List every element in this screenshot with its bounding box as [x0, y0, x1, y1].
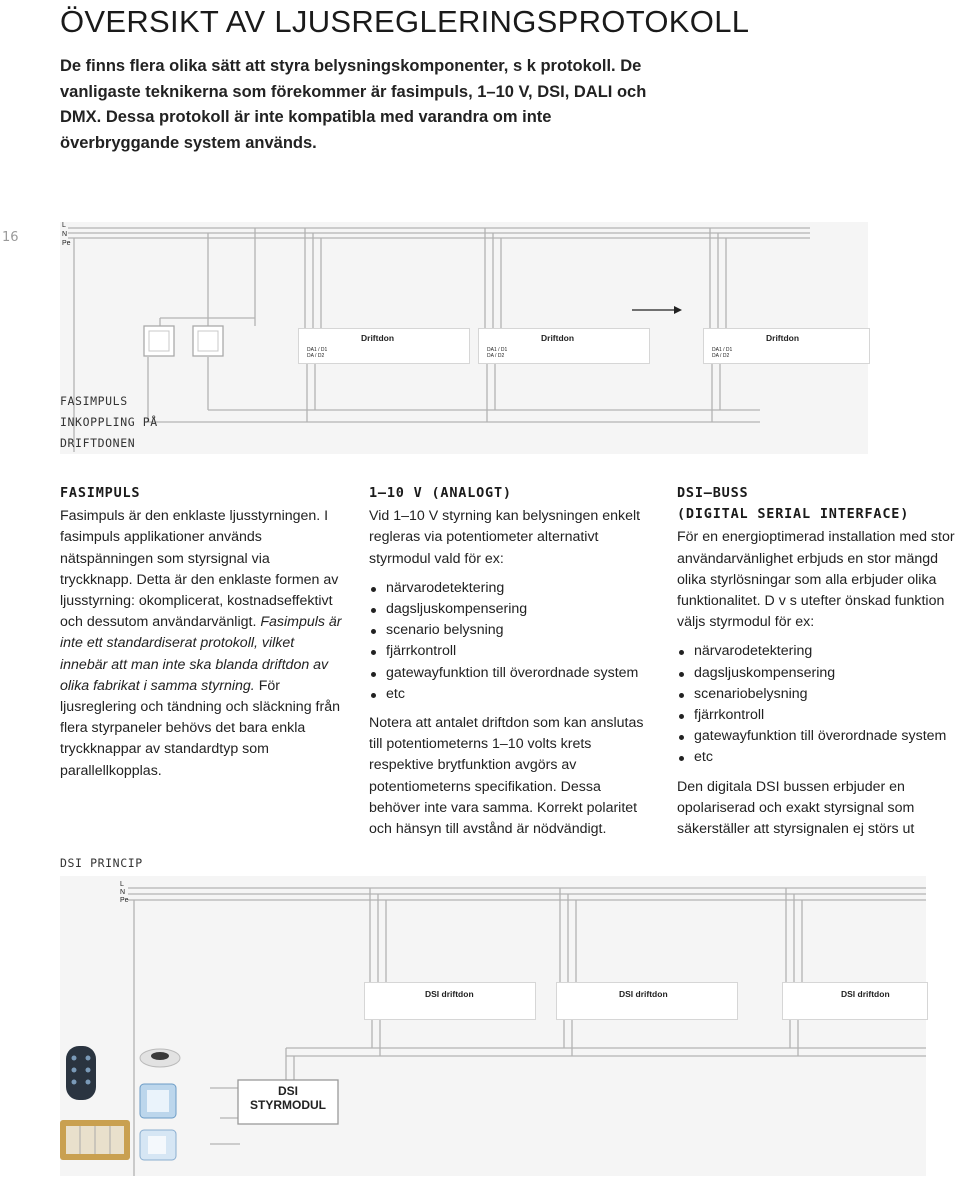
analog-intro: Vid 1–10 V styrning kan belysningen enkelt regleras via potentiometer alternativt styrmodul vald för ex:	[369, 508, 641, 567]
analog-bullet-list	[369, 578, 655, 705]
terminal-label: DA / D2	[307, 353, 325, 359]
driftdon-label: Driftdon	[361, 333, 395, 343]
dsi-driftdon-box-2	[556, 982, 738, 1020]
list-item: dagsljuskompensering	[369, 599, 655, 620]
heading-dsi-sub: (DIGITAL SERIAL INTERFACE)	[677, 506, 910, 523]
heading-analog: 1–10 V (ANALOGT)	[369, 485, 512, 501]
list-item: gatewayfunktion till överordnade system	[677, 726, 960, 747]
column-analog	[369, 483, 655, 840]
heading-fasimpuls: FASIMPULS	[60, 485, 141, 501]
list-item: närvarodetektering	[677, 641, 960, 662]
list-item: scenario belysning	[369, 620, 655, 641]
dsi-note: Den digitala DSI bussen erbjuder en opolariserad och exakt styrsignal som säkerställer att styrsignalen ej störs ut	[677, 778, 915, 838]
dsi-diagram	[60, 876, 926, 1176]
terminal-label: DA / D2	[712, 353, 730, 359]
list-item: fjärrkontroll	[677, 705, 960, 726]
dsi-intro: För en energioptimerad installation med stor användarvänlighet erbjuds en stor mängd olika styrlösningar som alla erbjuder olika funktionalitet. D v s utefter önskad funktion väljs styrmodul för ex:	[677, 529, 955, 631]
dsi-driftdon-label: DSI driftdon	[619, 989, 668, 999]
terminal-label: DA / D2	[487, 353, 505, 359]
list-item: närvarodetektering	[369, 578, 655, 599]
column-fasimpuls	[60, 483, 342, 782]
dsi-driftdon-box-1	[364, 982, 536, 1020]
driftdon-box-2	[478, 328, 650, 364]
fasimpuls-diagram	[60, 222, 868, 454]
wire-label-n: N	[62, 231, 68, 238]
dsi-wiring	[60, 876, 926, 1176]
wire-label-pe: Pe	[62, 240, 71, 247]
caption-line: FASIMPULS	[60, 394, 128, 408]
wire-label-pe: Pe	[120, 897, 129, 904]
caption-fasimpuls	[60, 391, 158, 454]
fasimpuls-text-end: För ljusreglering och tändning och släckning från flera styrpaneler behövs det bara enkla tryckknappar av standardtyp som parallellkopplas.	[60, 677, 340, 779]
wire-label-n: N	[120, 889, 126, 896]
terminal-label: DA1 / D1	[712, 347, 733, 353]
fasimpuls-italic-text: Fasimpuls är inte ett standardiserat protokoll, vilket innebär att man inte ska blanda driftdon av olika fabrikat i samma styrning.	[60, 614, 342, 694]
list-item: scenariobelysning	[677, 684, 960, 705]
page-number: 16	[2, 230, 19, 245]
dsi-bullet-list	[677, 641, 960, 768]
driftdon-label: Driftdon	[541, 333, 575, 343]
list-item: gatewayfunktion till överordnade system	[369, 663, 655, 684]
terminal-label: DA1 / D1	[487, 347, 508, 353]
wire-label-l: L	[120, 881, 124, 888]
list-item: fjärrkontroll	[369, 641, 655, 662]
list-item: etc	[369, 684, 655, 705]
intro-paragraph: De finns flera olika sätt att styra belysningskomponenter, s k protokoll. De vanligaste teknikerna som förekommer är fasimpuls, 1–10 V, DSI, DALI och DMX. Dessa protokoll är inte kompatibla med varandra om inte överbryggande system används.	[60, 57, 647, 152]
driftdon-box-3	[703, 328, 870, 364]
list-item: dagsljuskompensering	[677, 663, 960, 684]
dsi-styrmodul-label	[238, 1084, 338, 1112]
caption-dsi-princip: DSI PRINCIP	[60, 856, 143, 870]
driftdon-label: Driftdon	[766, 333, 800, 343]
wire-label-l: L	[62, 222, 66, 229]
dsi-driftdon-box-3	[782, 982, 928, 1020]
list-item: etc	[677, 747, 960, 768]
module-line-1: DSI	[277, 1084, 298, 1098]
module-line-2: STYRMODUL	[250, 1098, 326, 1112]
fasimpuls-paragraph	[60, 506, 342, 782]
dsi-driftdon-label: DSI driftdon	[841, 989, 890, 999]
heading-dsi: DSI–BUSS	[677, 485, 749, 501]
terminal-label: DA1 / D1	[307, 347, 328, 353]
analog-note: Notera att antalet driftdon som kan anslutas till potentiometerns 1–10 volts krets respektive brytfunktion avgörs av potentiometerns specifikation. Dessa behöver inte vara samma. Korrekt polaritet och hänsyn till avstånd är nödvändigt.	[369, 715, 644, 838]
fasimpuls-text: Fasimpuls är den enklaste ljusstyrningen. I fasimpuls applikationer används nätspänningen som styrsignal via tryckknapp. Detta är den enklaste formen av ljusstyrning: okomplicerat, kostnadseffektivt och dessutom användarvänligt.	[60, 508, 339, 631]
caption-line: DRIFTDONEN	[60, 436, 136, 450]
column-dsi	[677, 483, 960, 840]
dsi-driftdon-label: DSI driftdon	[425, 989, 474, 999]
page-title: ÖVERSIKT AV LJUSREGLERINGSPROTOKOLL	[60, 4, 750, 39]
remote-control-icon	[66, 1046, 96, 1100]
driftdon-box-1	[298, 328, 470, 364]
caption-line: INKOPPLING PÅ	[60, 415, 158, 429]
